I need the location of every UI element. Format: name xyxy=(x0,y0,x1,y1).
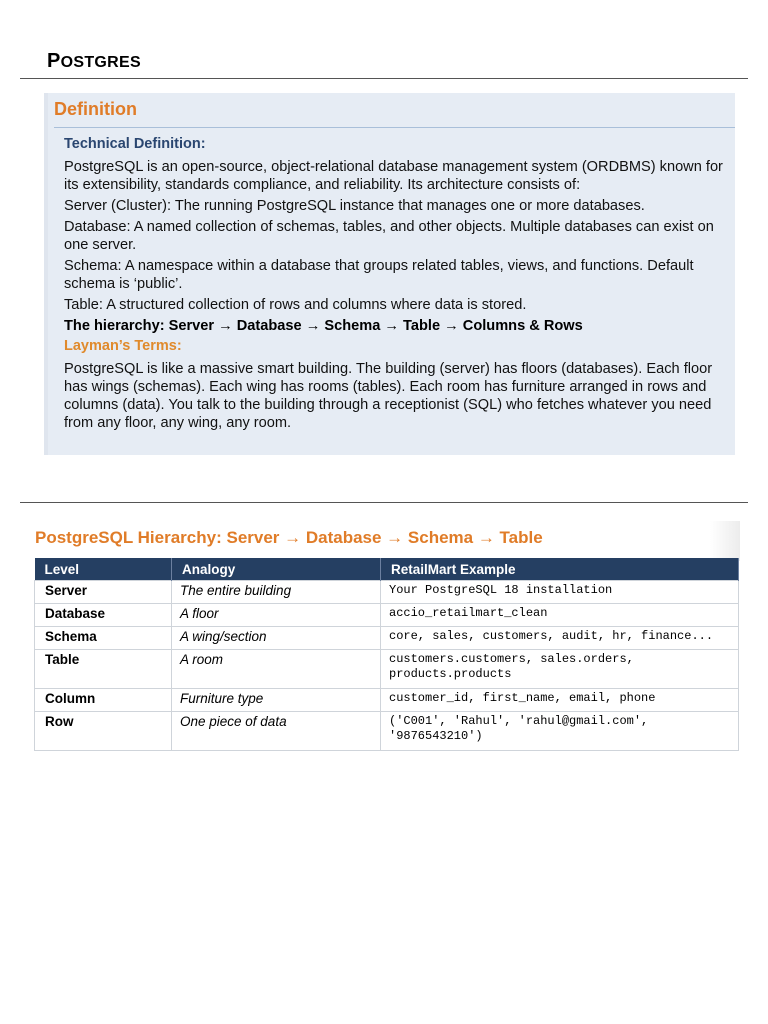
level-cell: Table xyxy=(35,650,172,689)
table-row xyxy=(35,712,739,751)
technical-definition-heading: Technical Definition: xyxy=(64,136,206,152)
column-header-level: Level xyxy=(35,558,172,581)
layman-text: PostgreSQL is like a massive smart building. The building (server) has floors (databases). Each floor has wings (schemas). Each wing has rooms (tables). Each room has furniture arranged in rows and columns (data). You talk to the building through a receptionist (SQL) who fetches whatever you need from any floor, any wing, any room. xyxy=(64,361,713,431)
analogy-cell: The entire building xyxy=(172,581,381,604)
hierarchy-section xyxy=(30,521,740,749)
analogy-cell: A room xyxy=(172,650,381,689)
table-row xyxy=(35,627,739,650)
example-cell: Your PostgreSQL 18 installation xyxy=(381,581,739,604)
table-row xyxy=(35,581,739,604)
table-row xyxy=(35,689,739,712)
analogy-cell: A wing/section xyxy=(172,627,381,650)
example-cell: accio_retailmart_clean xyxy=(381,604,739,627)
top-divider xyxy=(20,78,748,79)
analogy-cell: One piece of data xyxy=(172,712,381,751)
layman-heading: Layman’s Terms: xyxy=(64,338,182,354)
page-title xyxy=(47,50,141,73)
analogy-cell: A floor xyxy=(172,604,381,627)
definition-underline xyxy=(54,127,735,128)
level-cell: Row xyxy=(35,712,172,751)
column-header-example: RetailMart Example xyxy=(381,558,739,581)
hierarchy-table xyxy=(34,558,739,751)
page-title-rest: OSTGRES xyxy=(60,54,141,71)
example-cell: customer_id, first_name, email, phone xyxy=(381,689,739,712)
definition-paragraph: Database: A named collection of schemas, tables, and other objects. Multiple databases can exist on one server. xyxy=(64,219,714,253)
level-cell: Column xyxy=(35,689,172,712)
page-title-initial: P xyxy=(47,50,61,72)
hierarchy-heading: PostgreSQL Hierarchy: Server → Database → Schema → Table xyxy=(35,528,543,547)
level-cell: Schema xyxy=(35,627,172,650)
table-header-row xyxy=(35,558,739,581)
level-cell: Server xyxy=(35,581,172,604)
definition-paragraph: Table: A structured collection of rows and columns where data is stored. xyxy=(64,297,527,313)
level-cell: Database xyxy=(35,604,172,627)
analogy-cell: Furniture type xyxy=(172,689,381,712)
definition-heading: Definition xyxy=(54,99,137,119)
definition-box xyxy=(44,93,735,455)
table-row xyxy=(35,650,739,689)
example-cell: ('C001', 'Rahul', 'rahul@gmail.com', '9876543210') xyxy=(381,712,739,751)
definition-paragraph: Schema: A namespace within a database that groups related tables, views, and functions. Default schema is ‘public’. xyxy=(64,258,694,292)
table-row xyxy=(35,604,739,627)
definition-paragraph: Server (Cluster): The running PostgreSQL instance that manages one or more databases. xyxy=(64,198,645,214)
example-cell: core, sales, customers, audit, hr, finance... xyxy=(381,627,739,650)
hierarchy-line: The hierarchy: Server → Database → Schema → Table → Columns & Rows xyxy=(64,318,583,334)
section-divider xyxy=(20,502,748,503)
heading-shade xyxy=(710,521,740,561)
definition-paragraph: PostgreSQL is an open-source, object-relational database management system (ORDBMS) known for its extensibility, standards compliance, and reliability. Its architecture consists of: xyxy=(64,159,723,193)
example-cell: customers.customers, sales.orders, products.products xyxy=(381,650,739,689)
column-header-analogy: Analogy xyxy=(172,558,381,581)
